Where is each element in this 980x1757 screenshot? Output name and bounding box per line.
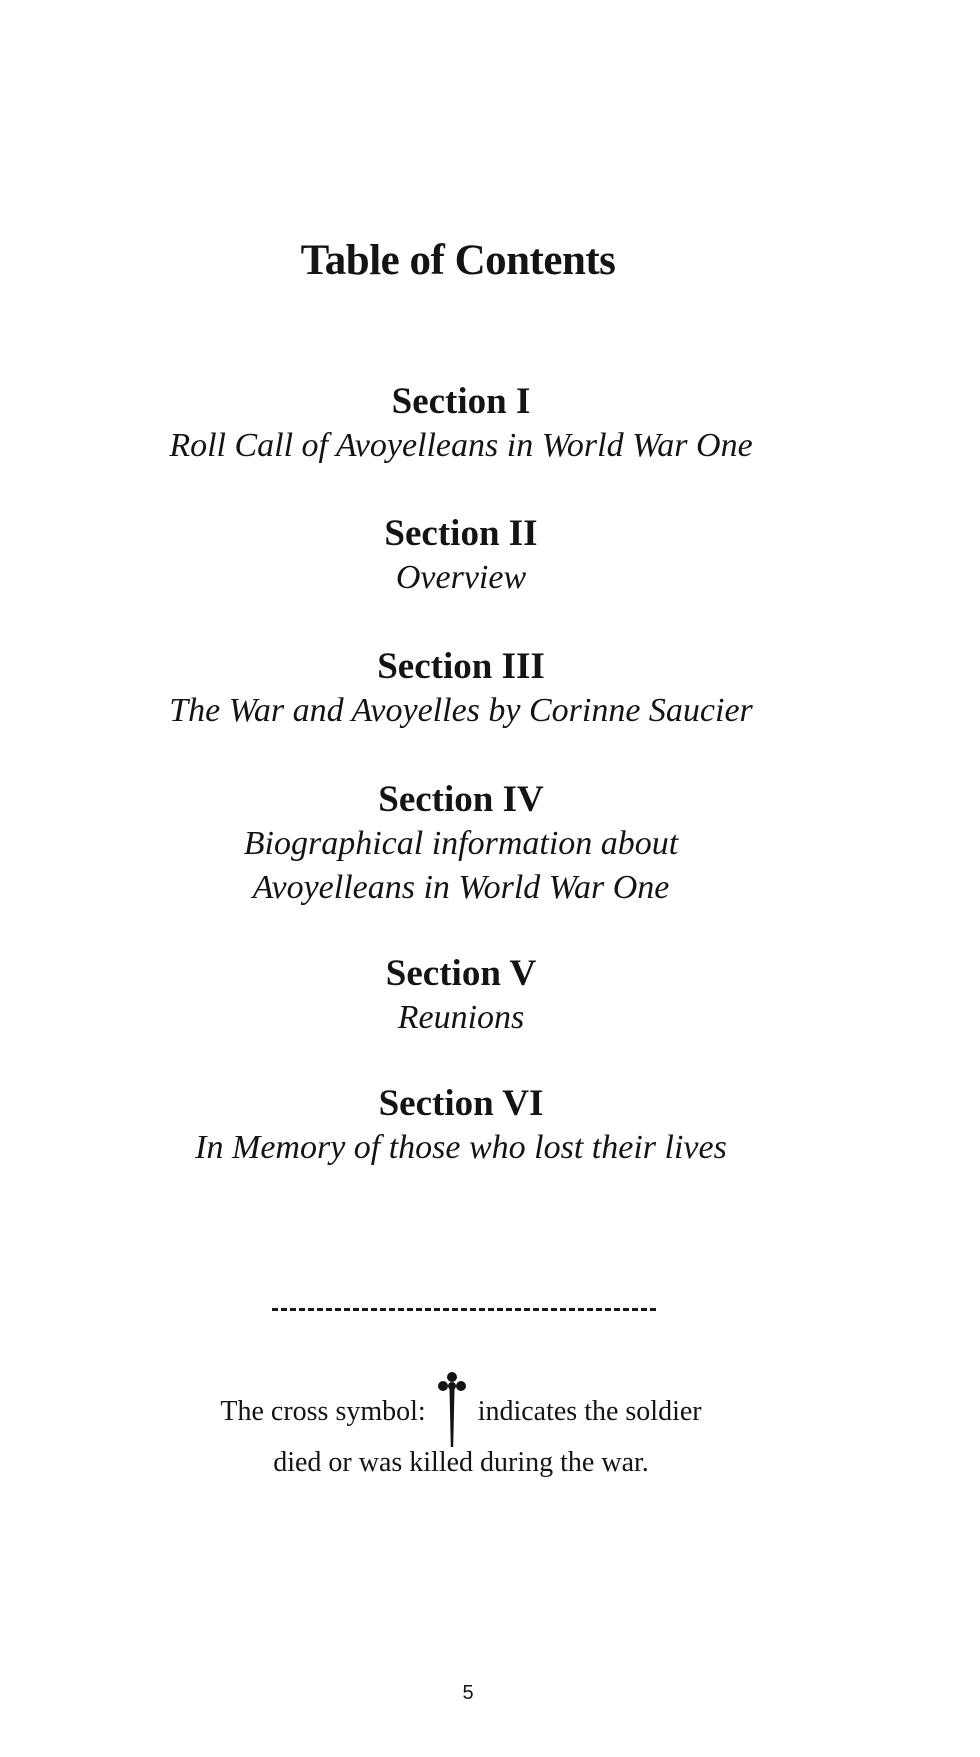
section-description: Overview [395,559,527,596]
toc-section-2 [0,512,922,600]
section-description: The War and Avoyelles by Corinne Saucier [169,692,753,729]
section-description: Biographical information about [243,825,679,862]
page-title: Table of Contents [300,237,616,284]
toc-section-5 [0,952,922,1040]
section-description: Roll Call of Avoyelleans in World War One [169,427,753,464]
cross-symbol-note-line2: died or was killed during the war. [273,1447,649,1478]
page-number: 5 [462,1682,474,1704]
toc-section-4 [0,778,922,910]
toc-section-1 [0,380,922,468]
section-heading: Section I [391,381,531,422]
toc-section-6 [0,1082,922,1170]
section-description: Reunions [397,999,525,1036]
section-heading: Section V [385,953,537,994]
note-text-before: The cross symbol: [220,1396,426,1427]
toc-section-3 [0,645,922,733]
cross-icon [437,1395,467,1429]
section-heading: Section IV [378,779,544,820]
section-heading: Section II [384,513,538,554]
dashed-divider [272,1308,656,1311]
section-heading: Section III [377,646,545,687]
section-description: Avoyelleans in World War One [252,869,670,906]
cross-symbol-note [0,1395,922,1429]
section-description: In Memory of those who lost their lives [195,1129,727,1166]
section-heading: Section VI [378,1083,544,1124]
note-text-after: indicates the soldier [477,1396,702,1427]
